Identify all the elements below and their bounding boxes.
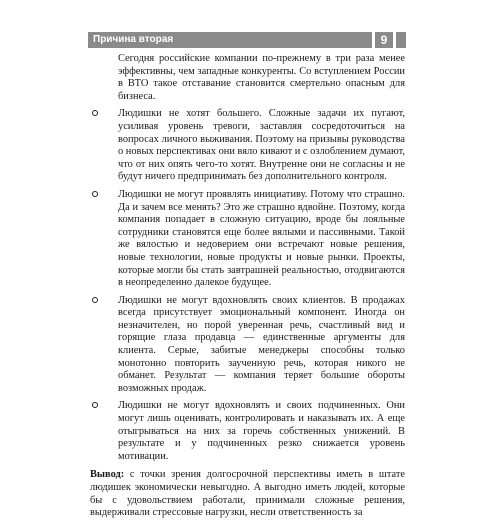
bullet-text: Людишки не могут вдохновлять своих клиентов. В продажах всегда присутствует эмоциональный компонент. Иногда он незначителен, но порой уверенная речь, счастливый вид и горящие глаза продавца — единственные аргументы для клиента. Серые, забитые менеджеры способны только монотонно повторить заученную речь, которая никого не обманет. Результат — компания теряет большие обороты возможных продаж. xyxy=(118,294,405,394)
intro-paragraph: Сегодня российские компании по-прежнему в три раза менее эффективны, чем западные конкуренты. Со вступлением России в ВТО такое отставание становится смертельно опасным для бизнеса. xyxy=(118,53,405,102)
bullet-item xyxy=(90,295,405,396)
conclusion-text: с точки зрения долгосрочной перспективы иметь в штате людишек экономически невыгодно. А выгодно иметь людей, которые бы с удовольствием работали, принимали сложные решения, выдерживали стрессовые нагрузки, несли ответственность за xyxy=(90,469,405,519)
running-header xyxy=(88,32,406,48)
circle-bullet-icon xyxy=(92,402,98,408)
conclusion-label: Вывод: xyxy=(90,469,125,481)
bullet-text: Людишки не хотят большего. Сложные задачи их пугают, усиливая уровень тревоги, заставляя сосредоточиться на вопросах личного выживания. Поэтому на призывы руководства о новых перспективах они вяло кивают и с озлоблением думают, что от них опять чего-то хотят. Внутренне они не согласны и не будут ничего предпринимать без дополнительного контроля. xyxy=(118,108,405,183)
page-number-badge xyxy=(372,29,396,51)
circle-bullet-icon xyxy=(92,191,98,197)
conclusion-paragraph xyxy=(90,469,405,519)
circle-bullet-icon xyxy=(92,110,98,116)
page-number: 9 xyxy=(375,32,393,48)
bullet-item xyxy=(90,108,405,184)
bullet-item xyxy=(90,189,405,290)
circle-bullet-icon xyxy=(92,297,98,303)
bullet-text: Людишки не могут проявлять инициативу. Потому что страшно. Да и зачем все менять? Это же страшно вдвойне. Поэтому, когда компания попадает в сложную ситуацию, вроде бы лояльные сотрудники становятся еще более вялыми и пассивными. Такой же вялостью и недоверием они встречают новые решения, новые технологии, новые продукты и новые рынки. Проекты, которые могли бы стать завтрашней реальностью, отодвигаются в неопределенно далекое будущее. xyxy=(118,188,405,289)
bullet-item xyxy=(90,400,405,463)
bullet-text: Людишки не могут вдохновлять и своих подчиненных. Они могут лишь оценивать, контролировать и наказывать их. А еще отыгрываться на них за горечь собственных унижений. В результате и у подчиненных резко снижается уровень мотивации. xyxy=(118,400,405,462)
page-body xyxy=(90,53,405,520)
chapter-title: Причина вторая xyxy=(93,34,174,45)
